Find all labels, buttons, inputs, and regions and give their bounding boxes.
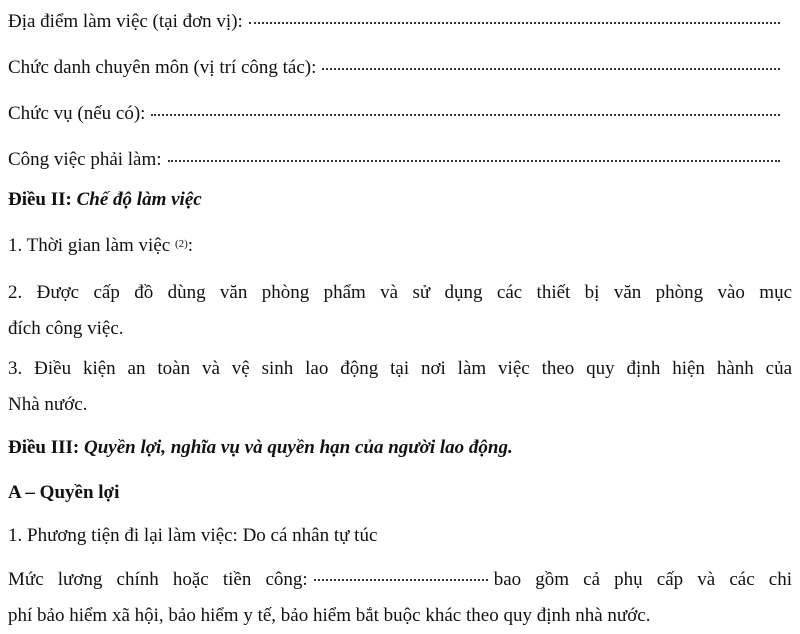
duties-field	[8, 148, 780, 172]
work-location-blank	[249, 22, 780, 24]
work-hours-label: 1. Thời gian làm việc	[8, 235, 171, 256]
section-a-heading: A – Quyền lợi	[8, 482, 120, 503]
article-2-number: Điều II:	[8, 189, 72, 210]
salary-paragraph	[8, 562, 792, 634]
article-2-item-3-line-1: 3. Điều kiện an toàn và vệ sinh lao động tại nơi làm việc theo quy định hiện hành của	[8, 358, 792, 379]
position-field	[8, 102, 780, 126]
article-3-heading	[8, 436, 513, 460]
article-3-title: Quyền lợi, nghĩa vụ và quyền hạn của người lao động.	[84, 437, 513, 458]
transport-item: 1. Phương tiện đi lại làm việc: Do cá nhân tự túc	[8, 525, 378, 546]
article-2-item-2-line-2: đích công việc.	[8, 318, 124, 339]
salary-line-2: phí bảo hiểm xã hội, bảo hiểm y tế, bảo hiểm bắt buộc khác theo quy định nhà nước.	[8, 605, 651, 626]
salary-line-1	[8, 562, 792, 598]
salary-blank	[314, 579, 488, 581]
job-title-blank	[322, 68, 780, 70]
work-hours-colon: :	[187, 235, 194, 256]
article-2-item-2-line-1: 2. Được cấp đồ dùng văn phòng phẩm và sử dụng các thiết bị văn phòng vào mục	[8, 282, 792, 303]
article-2-item-2	[8, 275, 792, 347]
duties-blank	[168, 160, 780, 162]
article-3-number: Điều III:	[8, 437, 80, 458]
job-title-label: Chức danh chuyên môn (vị trí công tác):	[8, 57, 317, 78]
work-location-field	[8, 10, 780, 34]
work-location-label: Địa điểm làm việc (tại đơn vị):	[8, 11, 243, 32]
article-2-item-3-line-2: Nhà nước.	[8, 394, 88, 415]
footnote-marker: (2)	[174, 238, 188, 250]
position-label: Chức vụ (nếu có):	[8, 103, 146, 124]
salary-label: Mức lương chính hoặc tiền công:	[8, 569, 308, 590]
duties-label: Công việc phải làm:	[8, 149, 162, 170]
article-2-heading	[8, 188, 202, 212]
salary-suffix: bao gồm cả phụ cấp và các chi	[493, 569, 792, 590]
job-title-field	[8, 56, 780, 80]
article-2-item-3	[8, 351, 792, 423]
article-2-title: Chế độ làm việc	[76, 189, 202, 210]
article-2-item-1	[8, 234, 193, 258]
position-blank	[151, 114, 780, 116]
